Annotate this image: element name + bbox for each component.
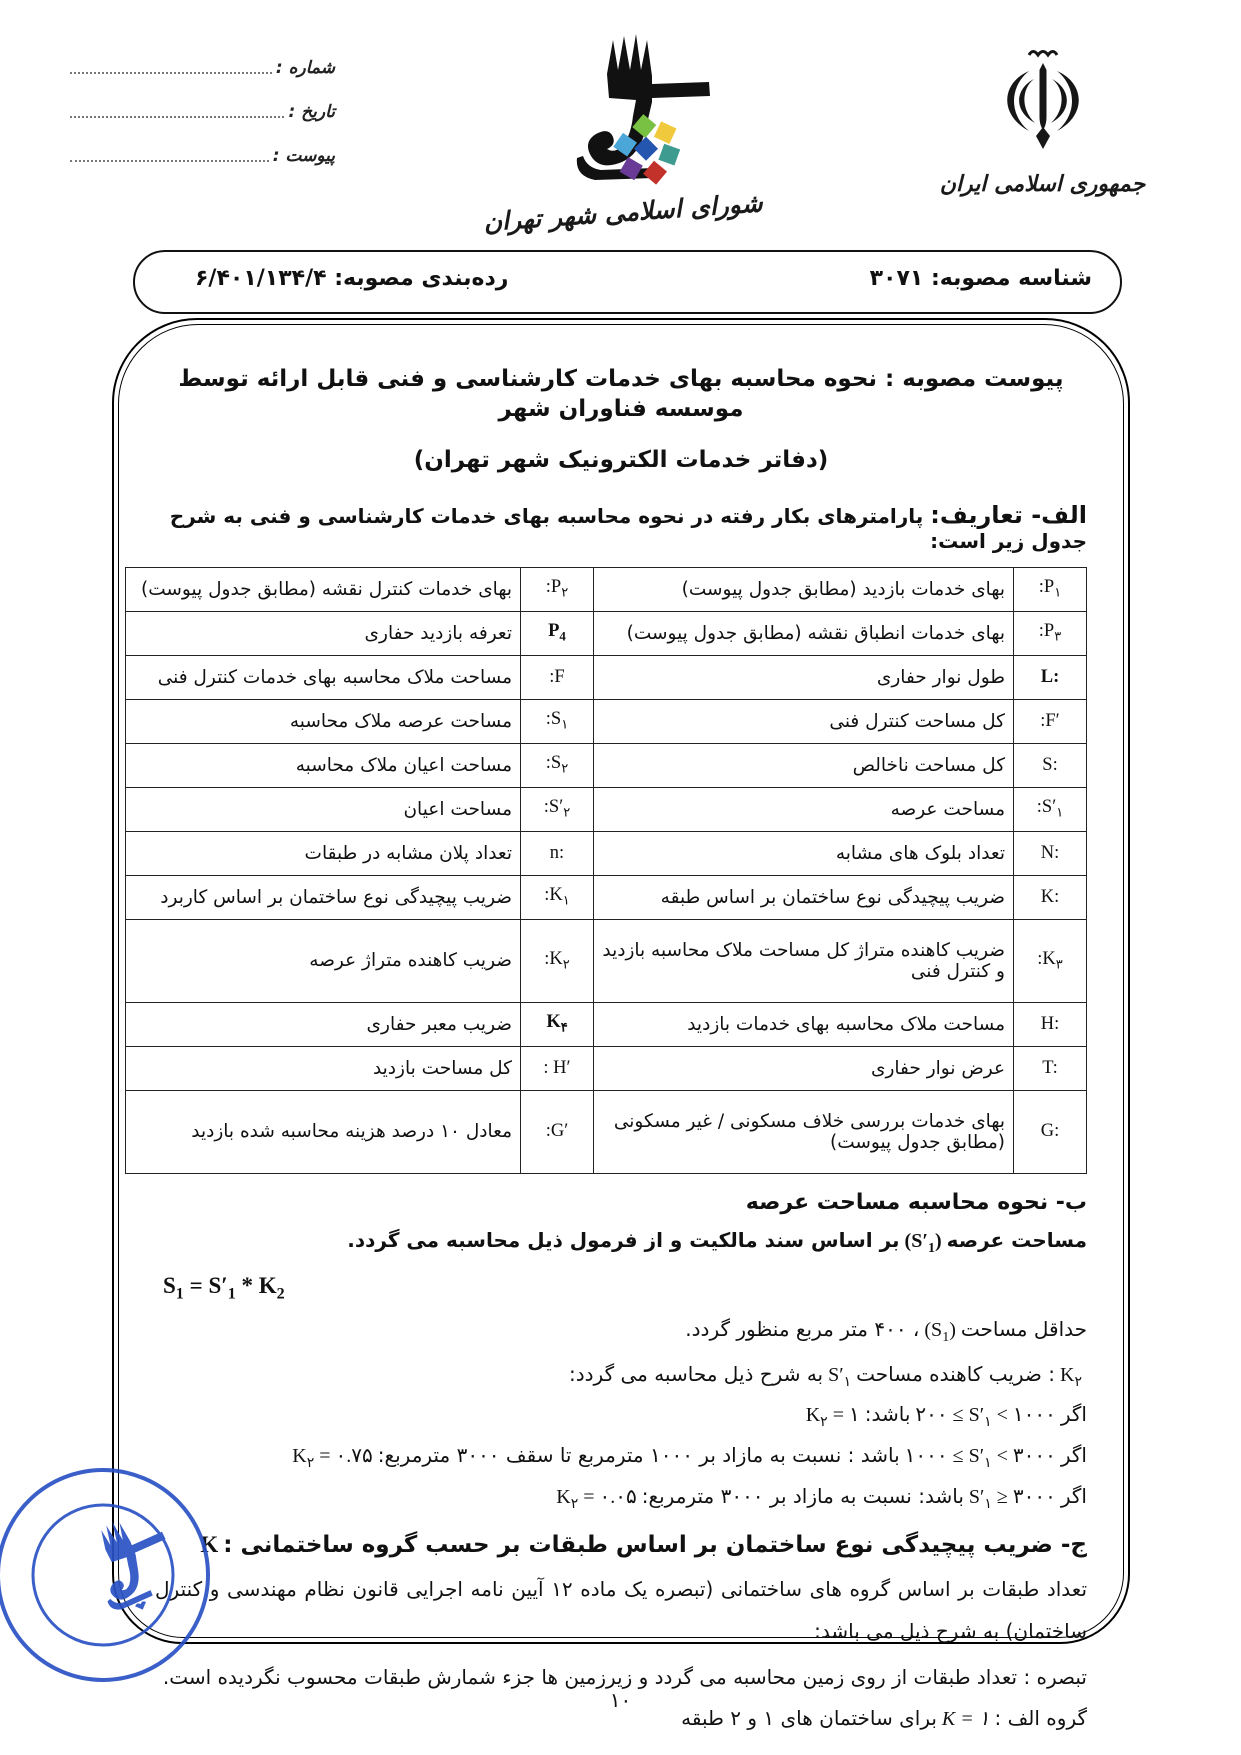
- field-date: [70, 102, 335, 122]
- param-symbol: $:S_۱$: [521, 699, 594, 743]
- section-c-paragraph: تعداد طبقات بر اساس گروه های ساختمانی (تبصره یک ماده ۱۲ آیین نامه اجرایی قانون نظام مهندسی و کنترل ساختمان) به شرح ذیل می باشد:: [155, 1576, 1088, 1643]
- param-description: مساحت ملاک محاسبه بهای خدمات کنترل فنی: [126, 655, 521, 699]
- param-symbol: $:K_۳$: [1014, 919, 1087, 1002]
- field-number: [70, 58, 335, 78]
- param-description: مساحت عرصه: [594, 787, 1014, 831]
- param-symbol: H:: [1014, 1002, 1087, 1046]
- param-symbol: $:P_۱$: [1014, 567, 1087, 611]
- param-description: کل مساحت کنترل فنی: [594, 699, 1014, 743]
- resolution-id-value: ۳۰۷۱: [869, 266, 924, 291]
- param-symbol: N:: [1014, 831, 1087, 875]
- national-emblem-block: [915, 42, 1170, 197]
- section-c-note: تبصره : تعداد طبقات از روی زمین محاسبه می گردد و زیرزمین ها جزء شمارش طبقات محسوب نگردیده است.: [162, 1664, 1087, 1689]
- param-description: بهای خدمات کنترل نقشه (مطابق جدول پیوست): [126, 567, 521, 611]
- field-date-dotted-line: [70, 102, 284, 118]
- param-description: معادل ۱۰ درصد هزینه محاسبه شده بازدید: [126, 1090, 521, 1173]
- k2-condition-2: اگر۱۰۰۰ ≤ $S'_۱$ < ۳۰۰۰باشد : نسبت به مازاد بر ۱۰۰۰ مترمربع تا سقف ۳۰۰۰ $مترمربع:K_۲$ = ۰.۷۵: [292, 1443, 1087, 1472]
- resolution-class-value: ۶/۴۰۱/۱۳۴/۴: [195, 266, 327, 291]
- content-box-outer-border: [112, 318, 1130, 1730]
- param-description: بهای خدمات بازدید (مطابق جدول پیوست): [594, 567, 1014, 611]
- param-symbol: $:S_۲$: [521, 743, 594, 787]
- min-area-line: حداقل $مساحت(S_1)،$ ۴۰۰ متر مربع منظور گردد.: [685, 1317, 1087, 1346]
- field-number-label: شماره :: [275, 58, 335, 78]
- param-description: مساحت ملاک محاسبه بهای خدمات بازدید: [594, 1002, 1014, 1046]
- param-description: تعداد بلوک های مشابه: [594, 831, 1014, 875]
- content-box-inner-border: [118, 324, 1124, 1730]
- k2-condition-3: $اگرS'_۱$ ≥ ۳۰۰۰باشد: نسبت به مازاد بر ۳۰۰۰ $مترمربع:K_۲$ = ۰.۰۵: [556, 1483, 1087, 1512]
- gov-name-text: جمهوری اسلامی ایران: [939, 172, 1146, 197]
- group-a-line: گروه الف :K = ۱برای ساختمان های ۱ و ۲ طبقه: [681, 1705, 1087, 1730]
- param-description: بهای خدمات بررسی خلاف مسکونی / غیر مسکونی (مطابق جدول پیوست): [594, 1090, 1014, 1173]
- field-attachment-label: پیوست :: [272, 146, 335, 166]
- document-title-line1: پیوست مصوبه : نحوه محاسبه بهای خدمات کارشناسی و فنی قابل ارائه توسط موسسه فناوران شهر: [178, 366, 1064, 422]
- council-logo-block: [468, 32, 778, 237]
- k2-condition-1: اگر۲۰۰ ≤ $S'_۱$ < $۱۰۰۰باشد:K_۲$ = ۱: [805, 1402, 1087, 1431]
- table-row: [126, 1046, 1087, 1090]
- param-description: کل مساحت بازدید: [126, 1046, 521, 1090]
- param-symbol: : H′: [521, 1046, 594, 1090]
- param-symbol: L:: [1014, 655, 1087, 699]
- field-number-dotted-line: [70, 58, 272, 74]
- table-row: [126, 611, 1087, 655]
- table-row: [126, 787, 1087, 831]
- param-symbol: $K_۴$: [521, 1002, 594, 1046]
- param-symbol: K:: [1014, 875, 1087, 919]
- param-symbol: n:: [521, 831, 594, 875]
- param-description: تعرفه بازدید حفاری: [126, 611, 521, 655]
- resolution-id: [870, 266, 1092, 291]
- field-attachment: [70, 146, 335, 166]
- table-row: [126, 875, 1087, 919]
- param-description: تعداد پلان مشابه در طبقات: [126, 831, 521, 875]
- reference-bar: [133, 250, 1122, 314]
- table-row: [126, 831, 1087, 875]
- param-symbol: S:: [1014, 743, 1087, 787]
- param-description: ضریب کاهنده متراژ عرصه: [126, 919, 521, 1002]
- param-description: بهای خدمات انطباق نقشه (مطابق جدول پیوست): [594, 611, 1014, 655]
- table-row: [126, 699, 1087, 743]
- council-name-text: شورای اسلامی شهر تهران: [482, 188, 764, 237]
- param-symbol: G:: [1014, 1090, 1087, 1173]
- param-symbol: :F′: [1014, 699, 1087, 743]
- param-symbol: $:S'_۲$: [521, 787, 594, 831]
- section-b-heading: ب- نحوه محاسبه مساحت عرصه: [745, 1189, 1087, 1215]
- table-row: [126, 1090, 1087, 1173]
- definitions-table: [125, 567, 1087, 1174]
- param-symbol: $:K_۱$: [521, 875, 594, 919]
- resolution-id-label: شناسه مصوبه:: [930, 266, 1092, 291]
- section-a-intro: پارامترهای بکار رفته در نحوه محاسبه بهای خدمات کارشناسی و فنی به شرح جدول زیر است:: [169, 503, 1087, 553]
- table-row: [126, 655, 1087, 699]
- resolution-class-label: رده‌بندی مصوبه:: [334, 266, 509, 291]
- field-date-label: تاریخ :: [288, 102, 335, 122]
- tehran-council-logo-icon: [523, 32, 723, 192]
- k2-definition-line: $K_۲$: ضریب کاهنده $مساحتS'_۱به$ شرح ذیل محاسبه می گردد:: [569, 1361, 1082, 1390]
- param-description: ضریب پیچیدگی نوع ساختمان بر اساس طبقه: [594, 875, 1014, 919]
- table-row: [126, 567, 1087, 611]
- resolution-class: [195, 266, 508, 291]
- letterhead-fields: [70, 58, 335, 190]
- param-symbol: $:S'_۱$: [1014, 787, 1087, 831]
- param-description: ضریب پیچیدگی نوع ساختمان بر اساس کاربرد: [126, 875, 521, 919]
- param-symbol: :F: [521, 655, 594, 699]
- param-description: ضریب معبر حفاری: [126, 1002, 521, 1046]
- param-symbol: $:K_۲$: [521, 919, 594, 1002]
- param-description: ضریب کاهنده متراژ کل مساحت ملاک محاسبه بازدید و کنترل فنی: [594, 919, 1014, 1002]
- table-row: [126, 743, 1087, 787]
- content-box: [119, 325, 1123, 1730]
- table-row: [126, 1002, 1087, 1046]
- param-symbol: T:: [1014, 1046, 1087, 1090]
- page-number: ۱۰: [609, 1690, 632, 1712]
- iran-emblem-icon: [988, 42, 1098, 162]
- param-description: مساحت اعیان ملاک محاسبه: [126, 743, 521, 787]
- section-c-heading: ج- ضریب پیچیدگی نوع ساختمان بر اساس طبقات بر حسب گروه ساختمانی :K: [200, 1531, 1087, 1558]
- section-b-line1: مساحت $عرصه(S'_1)بر$ اساس سند مالکیت و از فرمول ذیل محاسبه می گردد.: [347, 1227, 1087, 1256]
- section-a-heading: الف- تعاریف:: [930, 500, 1087, 529]
- section-a-heading-line: [155, 501, 1087, 553]
- document-title-line2: (دفاتر خدمات الکترونیک شهر تهران): [413, 446, 829, 473]
- param-description: مساحت عرصه ملاک محاسبه: [126, 699, 521, 743]
- table-row: [126, 919, 1087, 1002]
- param-symbol: $:P_۲$: [521, 567, 594, 611]
- param-description: عرض نوار حفاری: [594, 1046, 1014, 1090]
- param-symbol: $:P_۳$: [1014, 611, 1087, 655]
- param-symbol: $P_4$: [521, 611, 594, 655]
- param-description: مساحت اعیان: [126, 787, 521, 831]
- param-description: طول نوار حفاری: [594, 655, 1014, 699]
- param-symbol: :G′: [521, 1090, 594, 1173]
- field-attachment-dotted-line: [70, 146, 269, 162]
- param-description: کل مساحت ناخالص: [594, 743, 1014, 787]
- area-formula: $S_1 = S'_1 * K_2$: [163, 1273, 285, 1304]
